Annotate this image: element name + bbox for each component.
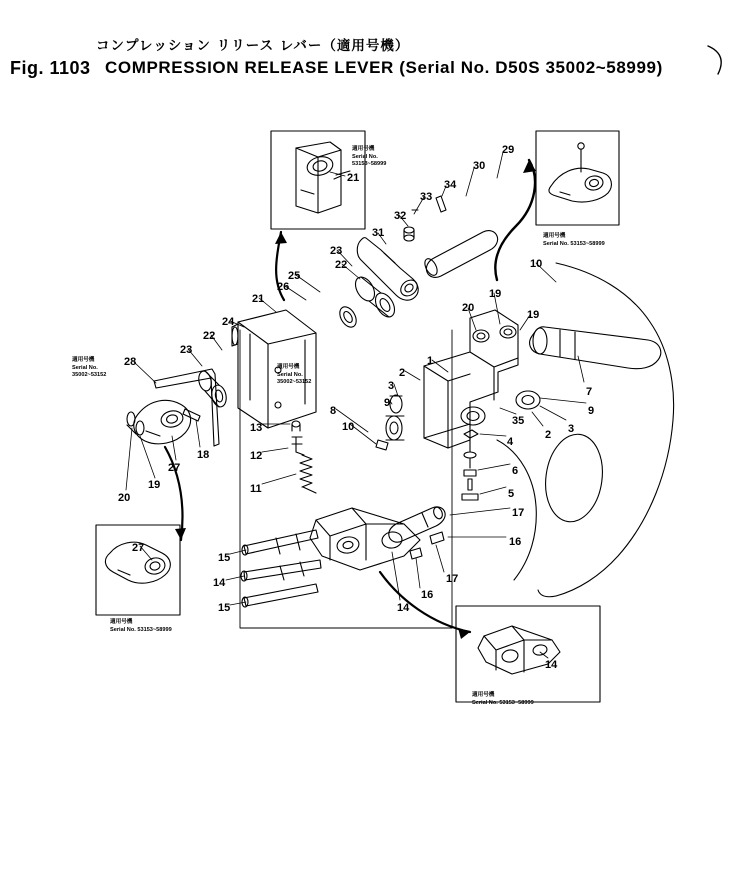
callout-number: 32 — [394, 210, 407, 222]
callout-number: 23 — [330, 245, 343, 257]
serial-note-jp: 適用号機 — [352, 146, 375, 152]
callout-number: 35 — [512, 415, 525, 427]
callout-number: 15 — [218, 552, 231, 564]
callout-number: 34 — [444, 179, 457, 191]
serial-note-line1: Serial No. — [277, 371, 303, 378]
serial-note — [472, 692, 534, 707]
callout-number: 1 — [427, 355, 434, 367]
serial-note-jp: 適用号機 — [277, 364, 300, 370]
callout-number: 27 — [168, 462, 181, 474]
serial-note — [110, 619, 172, 634]
callout-number: 22 — [203, 330, 216, 342]
figure-number: Fig. 1103 — [10, 58, 91, 78]
callout-number: 9 — [588, 405, 595, 417]
callout-number: 20 — [462, 302, 475, 314]
callout-number: 3 — [388, 380, 395, 392]
callout-number: 14 — [397, 602, 410, 614]
serial-note-line1: Serial No. 53153~58999 — [543, 240, 605, 247]
callout-number: 18 — [197, 449, 210, 461]
callout-number: 23 — [180, 344, 193, 356]
callout-number: 22 — [335, 259, 348, 271]
callout-number: 17 — [512, 507, 525, 519]
serial-note — [277, 364, 311, 387]
callout-number: 20 — [118, 492, 131, 504]
callout-number: 3 — [568, 423, 575, 435]
serial-note-jp: 適用号機 — [543, 233, 566, 239]
callout-number: 9 — [384, 397, 391, 409]
serial-note-line2: 53153~58999 — [352, 161, 387, 168]
callout-number: 24 — [222, 316, 235, 328]
callout-number: 29 — [502, 144, 515, 156]
callout-number: 12 — [250, 450, 263, 462]
callout-number: 19 — [527, 309, 540, 321]
serial-note-line1: Serial No. 53153~58999 — [472, 699, 534, 706]
callout-number: 28 — [124, 356, 137, 368]
callout-number: 7 — [586, 386, 593, 398]
serial-note — [72, 357, 106, 380]
callout-number: 2 — [399, 367, 406, 379]
callout-number: 14 — [213, 577, 226, 589]
serial-note-line1: Serial No. 53153~58999 — [110, 626, 172, 633]
callout-number: 19 — [148, 479, 161, 491]
callout-number: 16 — [421, 589, 434, 601]
callout-number: 15 — [218, 602, 231, 614]
callout-number: 2 — [545, 429, 552, 441]
callout-number: 5 — [508, 488, 515, 500]
callout-number: 11 — [250, 483, 262, 495]
serial-note-line1: Serial No. — [352, 153, 378, 160]
callout-number: 16 — [509, 536, 522, 548]
callout-number: 30 — [473, 160, 486, 172]
callout-number: 6 — [512, 465, 519, 477]
serial-note — [352, 146, 386, 169]
serial-note-jp: 適用号機 — [110, 619, 133, 625]
serial-note-line2: 35002~53152 — [277, 379, 312, 386]
callout-number: 31 — [372, 227, 385, 239]
serial-note-line1: Serial No. — [72, 364, 98, 371]
callout-number: 10 — [530, 258, 543, 270]
callout-number: 4 — [507, 436, 514, 448]
callout-number: 10 — [342, 421, 355, 433]
callout-number: 33 — [420, 191, 433, 203]
callout-number: 26 — [277, 281, 290, 293]
title-english: COMPRESSION RELEASE LEVER (Serial No. D50S 35002~58999) — [105, 58, 663, 77]
callout-number: 8 — [330, 405, 337, 417]
callout-number: 21 — [347, 172, 360, 184]
callout-number: 25 — [288, 270, 301, 282]
callout-number: 27 — [132, 542, 145, 554]
title-japanese: コンプレッション リリース レバー（適用号機） — [96, 38, 410, 54]
callout-number: 17 — [446, 573, 459, 585]
callout-number: 13 — [250, 422, 263, 434]
callout-number: 21 — [252, 293, 265, 305]
serial-note — [543, 233, 605, 248]
serial-note-jp: 適用号機 — [72, 357, 95, 363]
callout-number: 14 — [545, 659, 558, 671]
callout-number: 19 — [489, 288, 502, 300]
serial-note-jp: 適用号機 — [472, 692, 495, 698]
serial-note-line2: 35002~53152 — [72, 372, 107, 379]
